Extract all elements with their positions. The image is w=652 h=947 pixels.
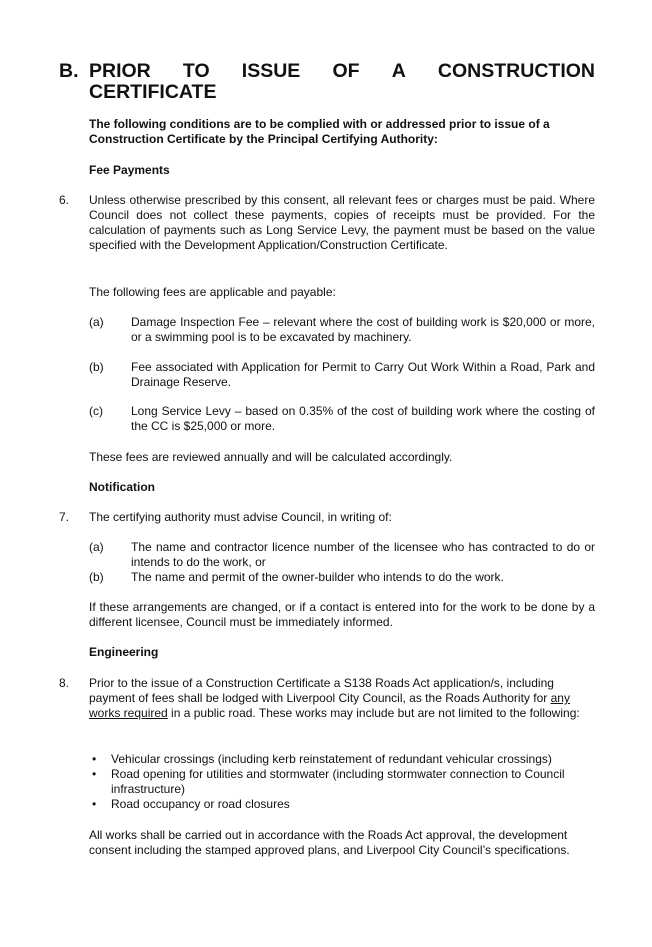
fees-footer: These fees are reviewed annually and will be calculated accordingly. [89, 450, 453, 464]
condition-number-6: 6. [59, 193, 70, 207]
fee-item-text: Long Service Levy – based on 0.35% of the cost of building work where the costing of the CC is $25,000 or more. [131, 404, 595, 433]
notification-footer: If these arrangements are changed, or if a contact is entered into for the work to be done by a different licensee, Council must be immediately informed. [89, 600, 595, 629]
notification-item-text: The name and permit of the owner-builder who intends to do the work. [131, 570, 504, 584]
heading-word: ISSUE [241, 60, 301, 82]
condition-8-text [89, 676, 595, 721]
engineering-heading: Engineering [89, 645, 159, 659]
heading-word: PRIOR [89, 60, 151, 82]
fee-item-letter: (b) [89, 360, 104, 374]
condition-8-text-start: Prior to the issue of a Construction Certificate a S138 Roads Act application/s, including payment of fees shall be lodged with Liverpool City Council, as the Roads Authority for [89, 676, 554, 705]
section-heading-line2: CERTIFICATE [89, 81, 217, 103]
engineering-bullet-item: Vehicular crossings (including kerb reinstatement of redundant vehicular crossings) [111, 752, 552, 766]
condition-8-text-end: in a public road. These works may include but are not limited to the following: [167, 706, 580, 720]
fee-item-letter: (c) [89, 404, 103, 418]
bullet-icon: • [92, 797, 97, 811]
bullet-icon: • [92, 767, 97, 781]
bullet-icon: • [92, 752, 97, 766]
condition-6-text: Unless otherwise prescribed by this consent, all relevant fees or charges must be paid. Where Council does not collect these payments, copies of receipts must be provided. For the calculation of payments such as Long Service Levy, the payment must be based on the value specified with the Development Application/Construction Certificate. [89, 193, 595, 252]
condition-8-underlined: any works required [89, 691, 570, 720]
engineering-bullet-item: Road occupancy or road closures [111, 797, 290, 811]
notification-heading: Notification [89, 480, 155, 494]
heading-word: TO [182, 60, 210, 82]
fees-list-intro: The following fees are applicable and payable: [89, 285, 336, 299]
condition-number-8: 8. [59, 676, 70, 690]
notification-item-letter: (a) [89, 540, 104, 554]
engineering-bullet-item: Road opening for utilities and stormwater (including stormwater connection to Council infrastructure) [111, 767, 565, 796]
section-heading-line1 [89, 60, 595, 82]
section-letter: B. [59, 60, 79, 82]
notification-item-letter: (b) [89, 570, 104, 584]
notification-item-text: The name and contractor licence number of the licensee who has contracted to do or intends to do the work, or [131, 540, 595, 569]
fee-item-text: Damage Inspection Fee – relevant where the cost of building work is $20,000 or more, or a swimming pool is to be excavated by machinery. [131, 315, 595, 344]
condition-7-text: The certifying authority must advise Council, in writing of: [89, 510, 392, 524]
intro-paragraph: The following conditions are to be complied with or addressed prior to issue of a Construction Certificate by the Principal Certifying Authority: [89, 117, 550, 146]
heading-word: OF [332, 60, 360, 82]
heading-word: A [391, 60, 406, 82]
fee-item-text: Fee associated with Application for Permit to Carry Out Work Within a Road, Park and Drainage Reserve. [131, 360, 595, 389]
fee-payments-heading: Fee Payments [89, 163, 170, 177]
engineering-footer: All works shall be carried out in accordance with the Roads Act approval, the development consent including the stamped approved plans, and Liverpool City Council’s specifications. [89, 828, 570, 857]
heading-word: CONSTRUCTION [437, 60, 595, 82]
condition-number-7: 7. [59, 510, 70, 524]
fee-item-letter: (a) [89, 315, 104, 329]
